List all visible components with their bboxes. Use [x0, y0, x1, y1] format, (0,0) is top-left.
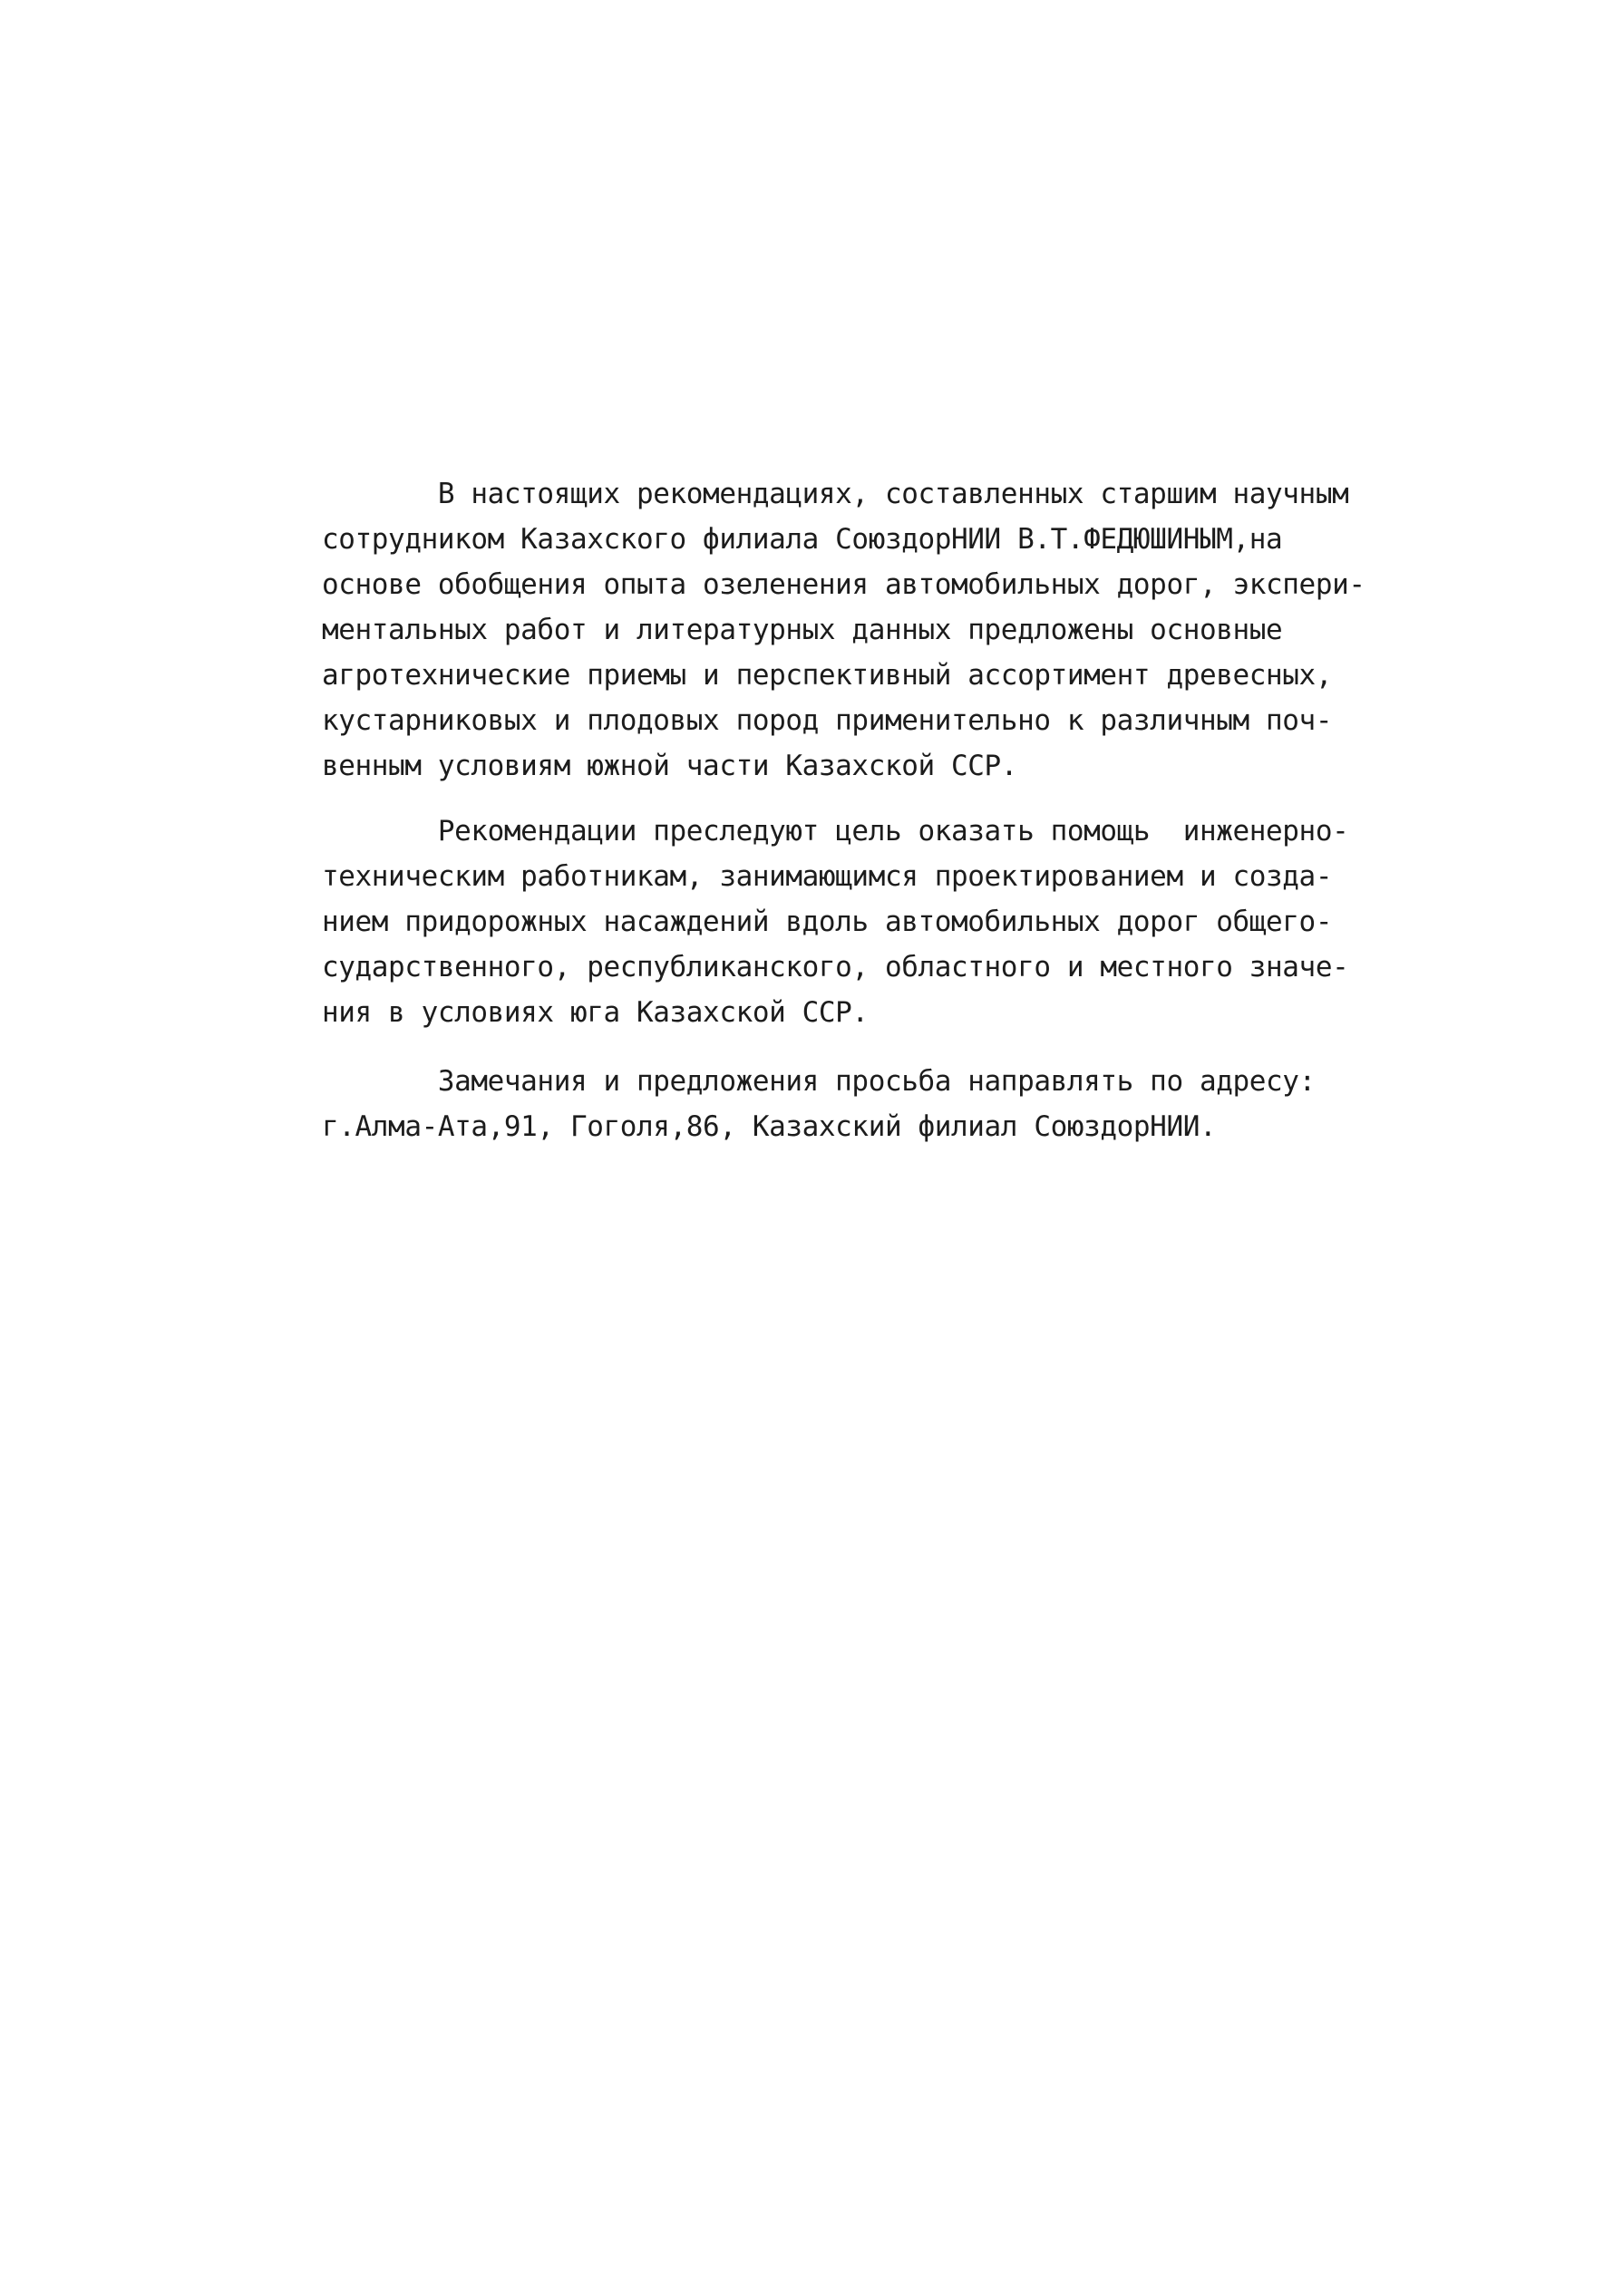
- text-line: ния в условиях юга Казахской ССР.: [322, 996, 869, 1029]
- paragraph-purpose: [322, 809, 1482, 1035]
- text-line: Замечания и предложения просьба направлять по адресу:: [322, 1065, 1316, 1098]
- document-text: [322, 471, 1482, 1149]
- address-line: г.Алма-Ата,91, Гоголя,86, Казахский филиал СоюздорНИИ.: [322, 1110, 1217, 1143]
- paragraph-authorship: [322, 471, 1482, 789]
- text-line: Рекомендации преследуют цель оказать помощь инженерно-: [322, 815, 1349, 848]
- text-line: кустарниковых и плодовых пород применительно к различным поч-: [322, 704, 1333, 737]
- text-line: основе обобщения опыта озеленения автомобильных дорог, экспери-: [322, 568, 1365, 601]
- text-line: сударственного, республиканского, областного и местного значе-: [322, 951, 1349, 983]
- text-line: В настоящих рекомендациях, составленных старшим научным: [322, 478, 1349, 510]
- paragraph-contact-address: [322, 1059, 1482, 1149]
- text-line: агротехнические приемы и перспективный ассортимент древесных,: [322, 659, 1333, 692]
- text-line: техническим работникам, занимающимся проектированием и созда-: [322, 860, 1333, 893]
- text-line: сотрудником Казахского филиала СоюздорНИИ В.Т.ФЕДЮШИНЫМ,на: [322, 523, 1283, 556]
- text-line: ментальных работ и литературных данных предложены основные: [322, 614, 1283, 646]
- text-line: нием придорожных насаждений вдоль автомобильных дорог общего-: [322, 906, 1333, 938]
- text-line: венным условиям южной части Казахской ССР.: [322, 750, 1018, 782]
